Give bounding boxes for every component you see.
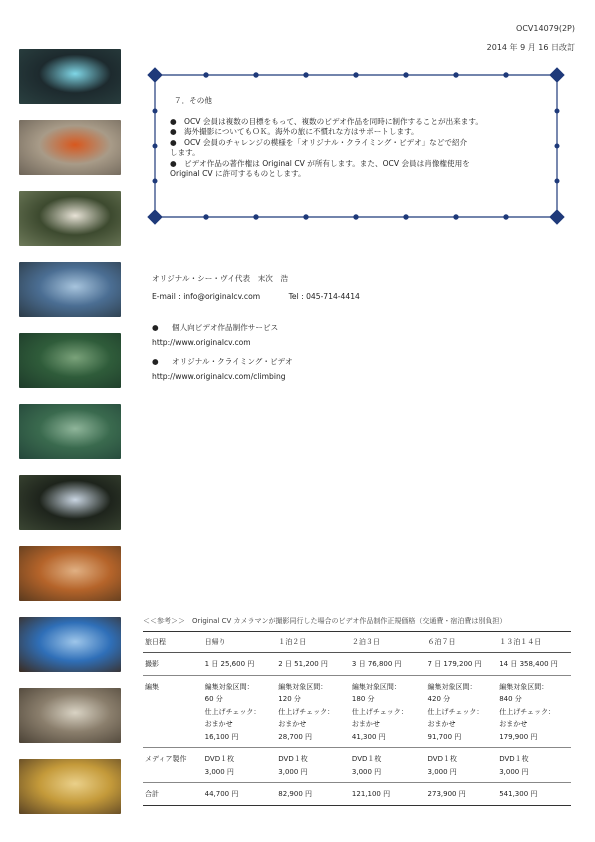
service-label: オリジナル・クライミング・ビデオ (172, 357, 293, 366)
cell-value: おまかせ (278, 720, 307, 728)
row-label-text: メディア製作 (145, 755, 187, 763)
cell-value: 14 日 358,400 円 (499, 660, 558, 668)
climber-yellow-rock-photo (19, 759, 121, 814)
cell-value: 仕上げチェック： (427, 707, 484, 716)
cell-value: 44,700 円 (204, 790, 239, 798)
table-cell (352, 675, 428, 748)
climber-orange-jacket-photo (19, 120, 121, 175)
table-cell (278, 783, 352, 806)
column-header: 旅日程 (143, 632, 205, 653)
bullet-item (170, 127, 560, 138)
row-label-text: 合計 (145, 790, 159, 798)
cell-value: 541,300 円 (499, 790, 538, 798)
service-name (152, 322, 293, 333)
cell-value: DVD１枚 (499, 755, 529, 763)
cell-value: 179,900 円 (499, 732, 538, 741)
cell-value: 3,000 円 (351, 767, 382, 776)
section-heading: ７．その他 (174, 96, 212, 105)
reference-title: ＜＜参考＞＞ Original CV カメラマンが撮影同行した場合のビデオ作品制作正規価格（交通費・宿泊費は別負担） (143, 617, 507, 625)
cell-value: 編集対象区間： (499, 682, 549, 691)
table-row (143, 675, 571, 748)
cell-value: 仕上げチェック： (351, 707, 408, 716)
table-cell (499, 675, 571, 748)
price-table (143, 631, 571, 806)
table-cell (499, 783, 571, 806)
cell-value: 3,000 円 (427, 767, 457, 776)
bullet-text: OCV 会員は複数の目標をもって、複数のビデオ作品を同時に制作することが出来ます。 (184, 116, 483, 126)
table-cell (352, 748, 428, 783)
climber-blue-sky-photo (19, 617, 121, 672)
table-cell (499, 748, 571, 783)
column-header: １泊２日 (278, 632, 352, 653)
bullet-icon: ● (152, 357, 159, 366)
frame-content (170, 96, 560, 180)
cell-value: おまかせ (499, 720, 528, 728)
cell-value: 2 日 51,200 円 (278, 660, 328, 668)
cell-value: 仕上げチェック： (204, 707, 261, 716)
table-cell (205, 783, 279, 806)
bullet-text: ビデオ作品の著作権は Original CV が所有します。また、OCV 会員は肖像権使用を (184, 158, 470, 168)
bullet-list (170, 117, 560, 180)
table-cell (428, 748, 500, 783)
ornamental-frame (146, 66, 566, 226)
column-header: １３泊１４日 (499, 632, 571, 653)
table-row (143, 783, 571, 806)
cell-value: 82,900 円 (278, 790, 312, 798)
cell-value: 仕上げチェック： (499, 707, 556, 716)
cell-value: 28,700 円 (278, 732, 312, 741)
bullet-icon: ● (170, 116, 177, 126)
cell-value: 16,100 円 (204, 732, 239, 741)
bullet-text: 海外撮影についてもＯＫ。海外の旅に不慣れな方はサポートします。 (184, 127, 419, 136)
table-cell (428, 675, 500, 748)
climber-green-rock-photo (19, 404, 121, 459)
table-cell (205, 748, 279, 783)
bullet-icon: ● (170, 127, 177, 136)
cell-value: 編集対象区間： (351, 682, 401, 691)
cell-value: 41,300 円 (351, 732, 386, 741)
representative-name: オリジナル・シー・ヴイ代表 末次 浩 (152, 274, 289, 283)
document-id: OCV14079(2P) (516, 24, 575, 33)
bullet-icon: ● (170, 158, 177, 168)
row-label-text: 撮影 (145, 660, 159, 668)
cell-value: おまかせ (204, 720, 233, 728)
cell-value: DVD１枚 (204, 755, 235, 763)
table-cell (428, 783, 500, 806)
ice-waterfall-photo (19, 49, 121, 104)
cell-value: 273,900 円 (427, 790, 466, 798)
row-label (143, 783, 205, 806)
cell-value: DVD１枚 (427, 755, 457, 763)
service-url-link[interactable]: http://www.originalcv.com (152, 338, 251, 347)
cell-value: 編集対象区間： (427, 682, 477, 691)
climber-white-helmet-photo (19, 191, 121, 246)
cell-value: 420 分 (427, 695, 451, 703)
contact-block (152, 273, 360, 309)
climber-granite-photo (19, 688, 121, 743)
cell-value: DVD１枚 (351, 755, 382, 763)
bullet-text: Original CV に許可するものとします。 (170, 169, 306, 178)
cell-value: 3,000 円 (499, 767, 529, 776)
cell-value: 7 日 179,200 円 (427, 660, 482, 668)
bullet-icon: ● (152, 323, 159, 332)
cell-value: 仕上げチェック： (278, 707, 335, 716)
revision-date: 2014 年 9 月 16 日改訂 (486, 43, 575, 52)
bullet-item (170, 159, 560, 180)
table-cell (352, 783, 428, 806)
cell-value: 3,000 円 (204, 767, 234, 776)
green-cliff-landscape-photo (19, 333, 121, 388)
table-cell (428, 653, 500, 676)
cell-value: 3 日 76,800 円 (351, 660, 402, 668)
cell-value: 編集対象区間： (204, 682, 254, 691)
cell-value: 60 分 (204, 695, 223, 703)
contact-tel: Tel : 045-714-4414 (288, 292, 360, 301)
table-cell (278, 748, 352, 783)
bullet-text: します。 (170, 148, 200, 157)
service-url-link[interactable]: http://www.originalcv.com/climbing (152, 372, 286, 381)
table-cell (205, 653, 279, 676)
cell-value: 編集対象区間： (278, 682, 328, 691)
service-list (152, 322, 293, 390)
column-header: 日帰り (205, 632, 279, 653)
cell-value: 121,100 円 (351, 790, 391, 798)
bullet-text: OCV 会員のチャレンジの模様を「オリジナル・クライミング・ビデオ」などで紹介 (184, 137, 468, 147)
table-cell (352, 653, 428, 676)
service-name (152, 356, 293, 367)
bullet-item (170, 138, 560, 159)
table-cell (278, 653, 352, 676)
cell-value: 840 分 (499, 695, 522, 703)
climber-face-closeup-photo (19, 546, 121, 601)
table-row (143, 653, 571, 676)
ice-formation-dark-photo (19, 475, 121, 530)
cell-value: 3,000 円 (278, 767, 308, 776)
table-cell (499, 653, 571, 676)
bullet-icon: ● (170, 137, 177, 147)
cell-value: 1 日 25,600 円 (204, 660, 255, 668)
cell-value: DVD１枚 (278, 755, 308, 763)
service-label: 個人向ビデオ作品制作サービス (172, 323, 279, 332)
row-label (143, 675, 205, 748)
cell-value: 180 分 (351, 695, 375, 703)
table-cell (278, 675, 352, 748)
bullet-item (170, 117, 560, 128)
climber-sky-overhang-photo (19, 262, 121, 317)
row-label-text: 編集 (145, 682, 159, 691)
cell-value: おまかせ (427, 720, 456, 728)
cell-value: おまかせ (351, 720, 380, 728)
contact-email[interactable]: E-mail : info@originalcv.com (152, 292, 261, 301)
table-header-row (143, 632, 571, 653)
row-label (143, 653, 205, 676)
column-header: ２泊３日 (352, 632, 428, 653)
table-cell (205, 675, 279, 748)
cell-value: 91,700 円 (427, 732, 462, 741)
row-label (143, 748, 205, 783)
table-row (143, 748, 571, 783)
cell-value: 120 分 (278, 695, 301, 703)
column-header: ６泊７日 (428, 632, 500, 653)
